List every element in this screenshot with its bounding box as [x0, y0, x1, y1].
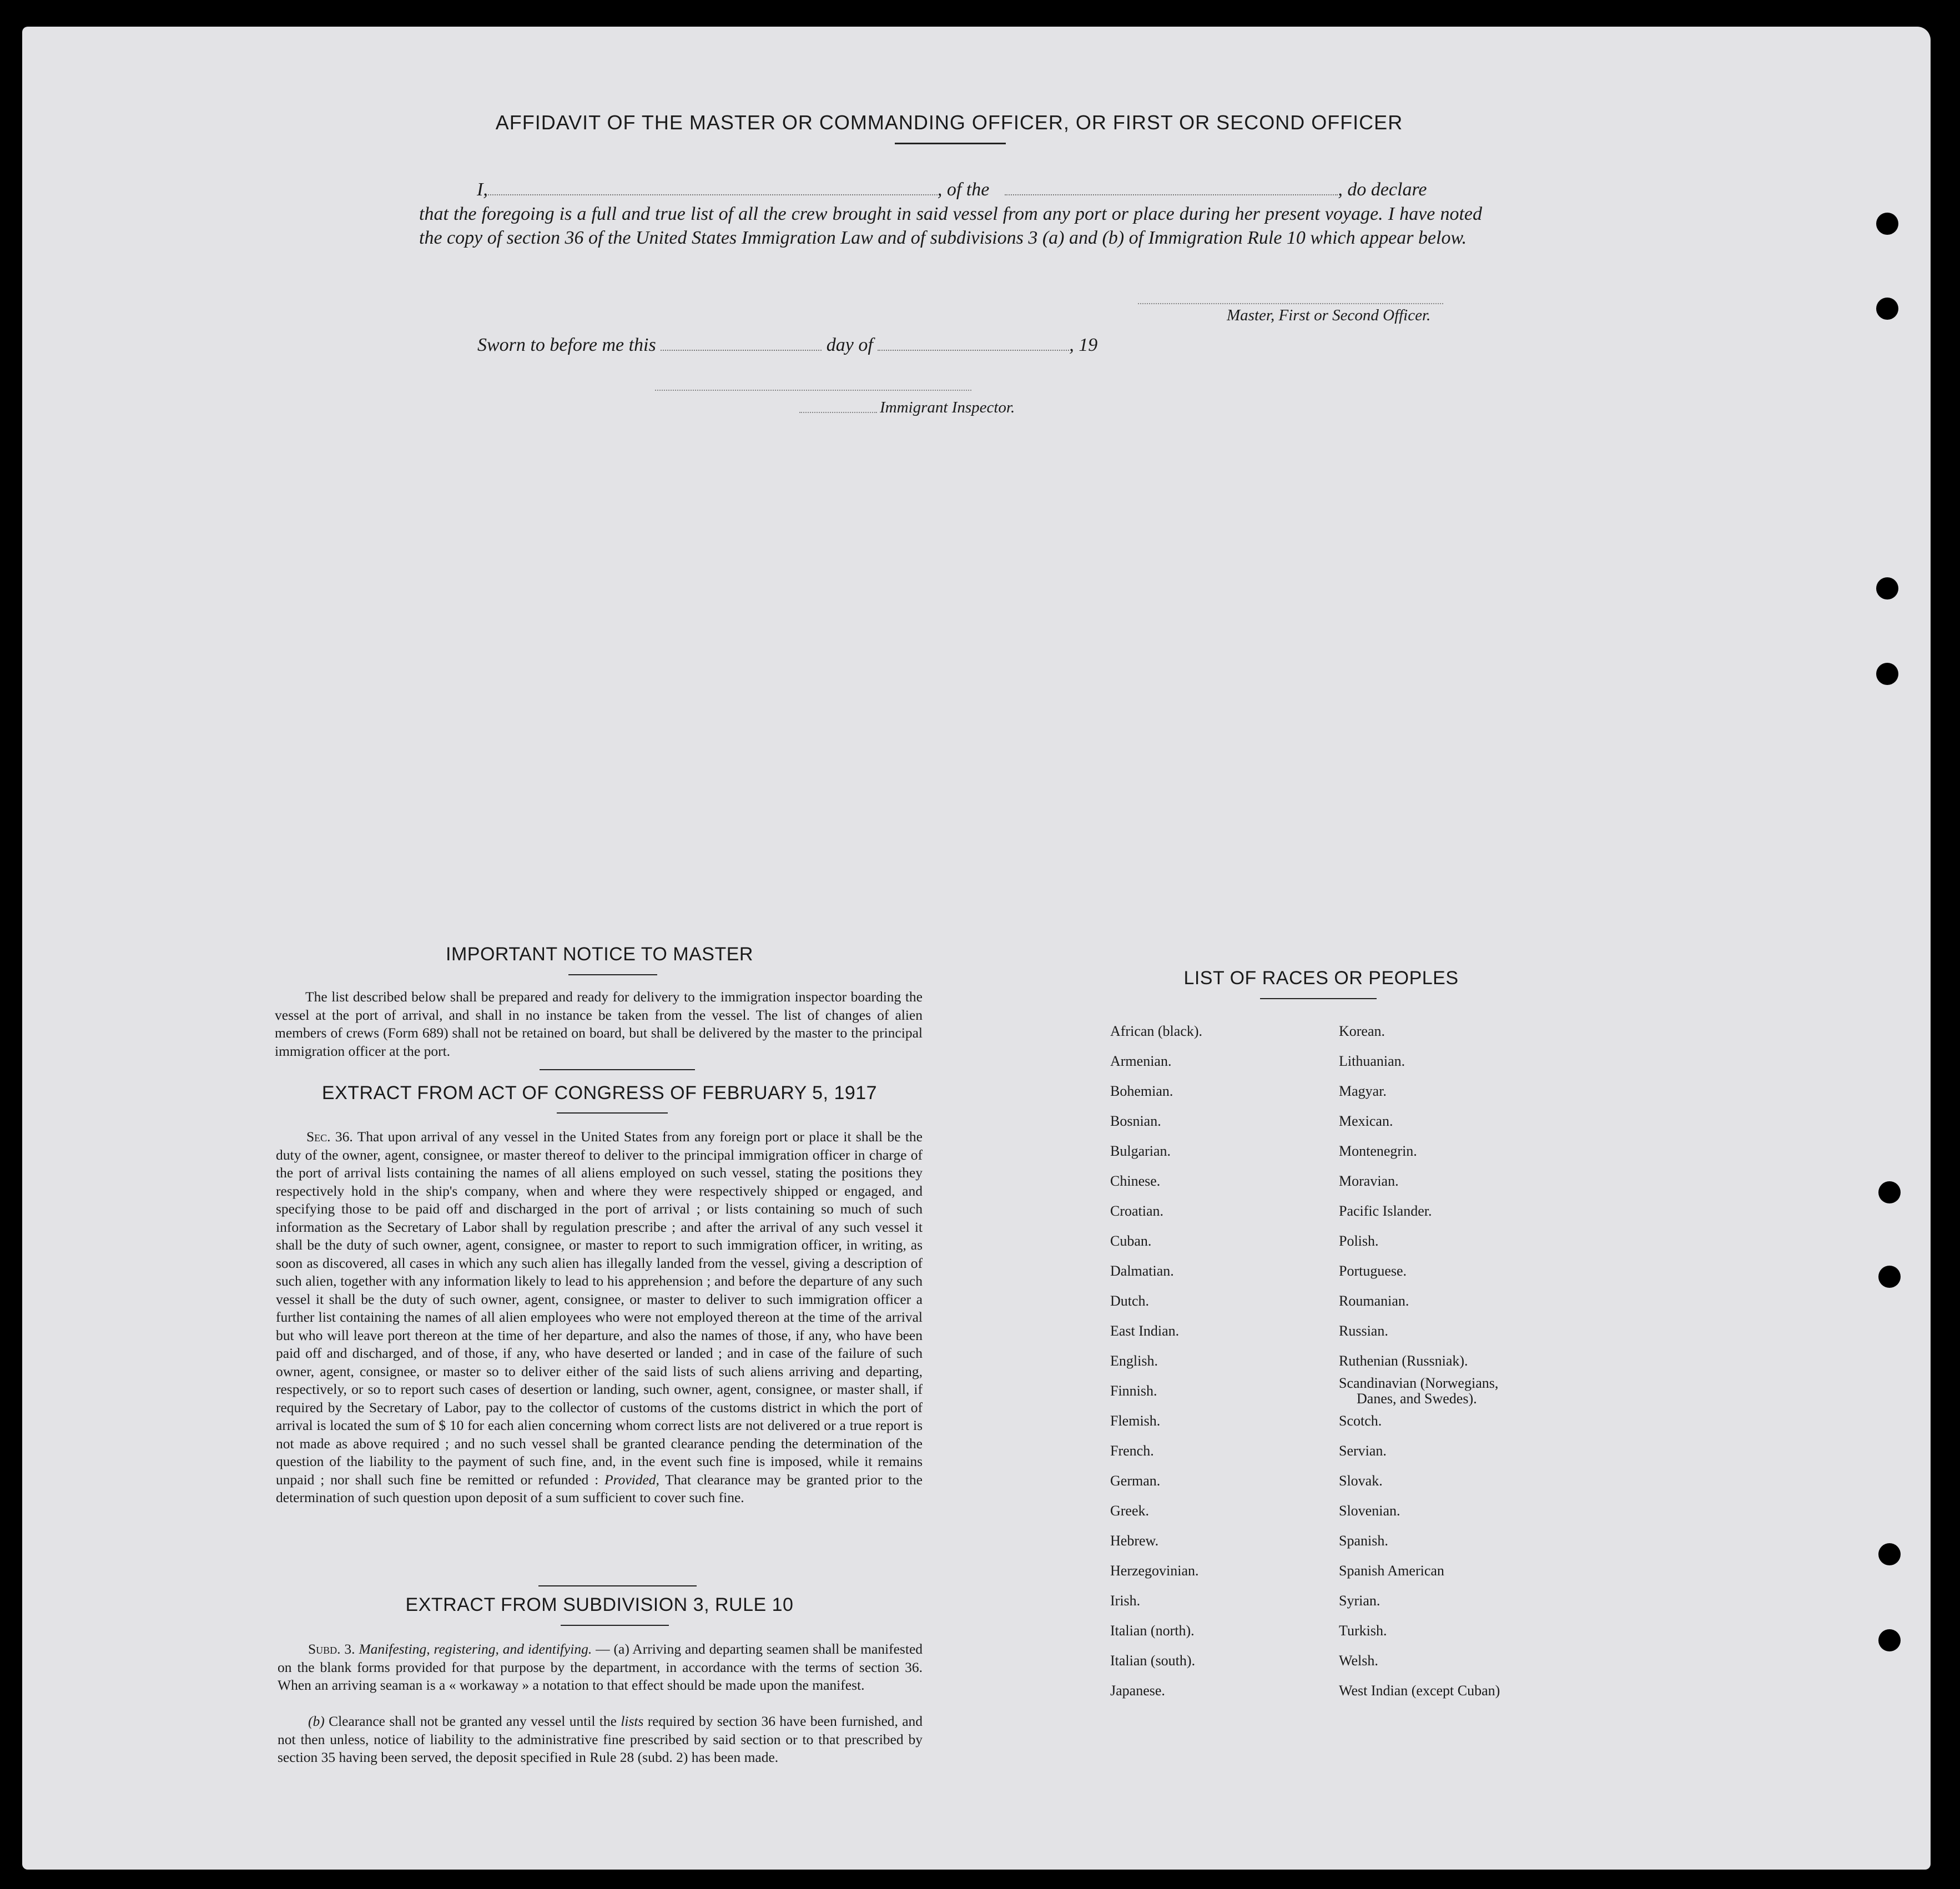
race-item: Scandinavian (Norwegians, — [1339, 1375, 1499, 1391]
race-item: Roumanian. — [1339, 1293, 1409, 1309]
punch-hole — [1876, 213, 1898, 235]
race-item: Russian. — [1339, 1323, 1388, 1339]
act-sec-label: Sec. 36. — [306, 1129, 353, 1145]
affidavit-of-the: , of the — [937, 179, 990, 200]
inspector-caption: Immigrant Inspector. — [880, 399, 1015, 416]
race-item: Portuguese. — [1339, 1263, 1407, 1279]
punch-hole — [1878, 1181, 1901, 1203]
race-item: Magyar. — [1339, 1083, 1387, 1099]
act-underline — [557, 1112, 668, 1114]
rule-subd-label: Subd. 3. — [308, 1641, 355, 1657]
act-text: That upon arrival of any vessel in the United States from any foreign port or place it shall be the duty of the owner, agent, consignee, or master thereof to deliver to the principal immigration officer in charge of the port of arrival lists containing the names of all aliens employed on such vessel, stating the positions they respectively hold in the ship's company, when and where they were respectively shipped or engaged, and specifying those to be paid off and discharged in the port of arrival ; or lists containing so much of such information as the Secretary of Labor shall by regulation prescribe ; and after the arrival of any such vessel it shall be the duty of such owner, agent, consignee, or master to report to such immigration officer, in writing, as soon as discovered, all cases in which any such alien has illegally landed from the vessel, giving a description of such alien, together with any information likely to lead to his apprehension ; and before the departure of any such vessel it shall be the duty of such owner, agent, consignee, or master to deliver to such immigration officer a further list containing the names of all alien employees who were not employed thereon at the time of the arrival but who will leave port thereon at the time of her departure, and also the names of those, if any, who have been paid off and discharged, and of those, if any, who have deserted or landed ; and in case of the failure of such owner, agent, consignee, or master so to deliver either of the said lists of such aliens arriving and departing, respectively, or so to report such cases of desertion or landing, such owner, agent, consignee, or master shall, if required by the Secretary of Labor, pay to the collector of customs of the customs district in which the port of arrival is located the sum of $ 10 for each alien concerning whom correct lists are not delivered or a true report is not made as above required ; and no such vessel shall be granted clearance pending the determination of the question of the liability to the payment of such fine, and, in the event such fine is imposed, while it remains unpaid ; nor shall such fine be remitted or refunded : — [276, 1129, 923, 1488]
affidavit-do-declare: , do declare — [1338, 179, 1427, 200]
punch-hole — [1878, 1266, 1901, 1288]
affidavit-declaration-line — [419, 178, 1482, 202]
master-signature-line[interactable] — [1138, 303, 1443, 304]
title-underline — [895, 143, 1006, 144]
race-item: Bohemian. — [1110, 1083, 1173, 1099]
race-item: Dutch. — [1110, 1293, 1150, 1309]
race-item: English. — [1110, 1353, 1158, 1369]
race-item: Cuban. — [1110, 1233, 1152, 1249]
races-underline — [1260, 998, 1377, 999]
rule-para-a — [278, 1640, 923, 1695]
race-item: African (black). — [1110, 1023, 1203, 1039]
race-item: Dalmatian. — [1110, 1263, 1174, 1279]
rule-b-label: (b) — [308, 1713, 325, 1729]
affidavit-title: AFFIDAVIT OF THE MASTER OR COMMANDING OFFICER, OR FIRST OR SECOND OFFICER — [495, 111, 1403, 134]
race-item: Bulgarian. — [1110, 1143, 1171, 1159]
day-of-label: day of — [826, 335, 873, 355]
month-blank[interactable] — [878, 346, 1069, 351]
race-item: West Indian (except Cuban) — [1339, 1683, 1500, 1699]
race-item: Pacific Islander. — [1339, 1203, 1432, 1219]
race-item: East Indian. — [1110, 1323, 1180, 1339]
race-item: Slovak. — [1339, 1473, 1383, 1489]
race-item: Servian. — [1339, 1443, 1387, 1459]
race-item: German. — [1110, 1473, 1161, 1489]
name-blank[interactable] — [488, 191, 938, 195]
race-item: Italian (north). — [1110, 1623, 1195, 1639]
race-item: Syrian. — [1339, 1593, 1380, 1609]
rule-underline — [561, 1625, 669, 1626]
race-item: Flemish. — [1110, 1413, 1161, 1429]
race-item: Chinese. — [1110, 1173, 1161, 1189]
rule-b-lists: lists — [621, 1713, 644, 1729]
race-item: Slovenian. — [1339, 1503, 1400, 1519]
race-item: Polish. — [1339, 1233, 1379, 1249]
race-item: Croatian. — [1110, 1203, 1164, 1219]
race-item: Welsh. — [1339, 1653, 1378, 1669]
race-item: Herzegovinian. — [1110, 1563, 1199, 1579]
race-item: Greek. — [1110, 1503, 1150, 1519]
race-item: Armenian. — [1110, 1053, 1172, 1069]
notice-title: IMPORTANT NOTICE TO MASTER — [446, 944, 753, 965]
rule-subd-heading: Manifesting, registering, and identifying. — [359, 1641, 592, 1657]
act-body — [276, 1128, 923, 1507]
affidavit-body: that the foregoing is a full and true list of all the crew brought in said vessel from any port or place during her present voyage. I have noted the copy of section 36 of the United States Immigration Law and of subdivisions 3 (a) and (b) of Immigration Rule 10 which appear below. — [419, 204, 1482, 248]
sworn-prefix: Sworn to before me this — [477, 335, 656, 355]
race-item: Italian (south). — [1110, 1653, 1196, 1669]
races-title: LIST OF RACES OR PEOPLES — [1183, 968, 1459, 989]
race-item: Scotch. — [1339, 1413, 1382, 1429]
race-item: Lithuanian. — [1339, 1053, 1405, 1069]
affidavit-i: I, — [477, 179, 488, 200]
race-item: Finnish. — [1110, 1383, 1157, 1399]
race-item: French. — [1110, 1443, 1154, 1459]
rule-para-b — [278, 1712, 923, 1767]
punch-hole — [1876, 577, 1898, 600]
rule-title: EXTRACT FROM SUBDIVISION 3, RULE 10 — [405, 1594, 794, 1615]
inspector-signature-line[interactable] — [655, 390, 971, 391]
race-item: Ruthenian (Russniak). — [1339, 1353, 1468, 1369]
section-divider — [540, 1069, 695, 1070]
punch-hole — [1878, 1543, 1901, 1565]
race-item: Spanish American — [1339, 1563, 1444, 1579]
punch-hole — [1876, 298, 1898, 320]
notice-underline — [568, 974, 657, 975]
punch-hole — [1876, 663, 1898, 685]
rule-a-text: Arriving and departing seamen shall be manifested on the blank forms provided for that purpose by the department, in accordance with the terms of section 36. When an arriving seaman is a « workaway » a notation to that effect should be made upon the manifest. — [278, 1641, 923, 1693]
year-prefix: , 19 — [1069, 335, 1098, 355]
rule-b-text-1: Clearance shall not be granted any vessel until the — [329, 1713, 617, 1729]
vessel-blank[interactable] — [1005, 191, 1338, 195]
notice-body: The list described below shall be prepared and ready for delivery to the immigration inspector boarding the vessel at the port of arrival, and shall in no instance be taken from the vessel. The list of changes of alien members of crews (Form 689) shall not be retained on board, but shall be delivered by the master to the principal immigration officer at the port. — [275, 989, 923, 1059]
race-item: Mexican. — [1339, 1113, 1393, 1129]
race-item: Danes, and Swedes). — [1357, 1391, 1477, 1407]
race-item: Montenegrin. — [1339, 1143, 1417, 1159]
act-provided: Provided, — [604, 1471, 659, 1488]
day-blank[interactable] — [661, 346, 822, 351]
punch-hole — [1878, 1629, 1901, 1651]
race-item: Bosnian. — [1110, 1113, 1161, 1129]
master-caption: Master, First or Second Officer. — [1227, 306, 1431, 324]
race-item: Korean. — [1339, 1023, 1385, 1039]
section-divider — [538, 1585, 697, 1586]
race-item: Japanese. — [1110, 1683, 1165, 1699]
inspector-signature-line-2[interactable] — [799, 412, 877, 413]
race-item: Spanish. — [1339, 1533, 1388, 1549]
sworn-line — [477, 333, 1097, 357]
race-item: Hebrew. — [1110, 1533, 1159, 1549]
rule-b-text-2: required by section 36 have been furnished, and not then unless, notice of liability to the administrative fine prescribed by said section or to that prescribed by section 35 having been served, the deposit specified in Rule 28 (subd. 2) has been made. — [278, 1713, 923, 1765]
race-item: Moravian. — [1339, 1173, 1399, 1189]
rule-a-label: — (a) — [596, 1641, 629, 1657]
act-text-end: That clearance may be granted prior to the determination of such question upon deposit of a sum sufficient to cover such fine. — [276, 1471, 923, 1505]
race-item: Irish. — [1110, 1593, 1141, 1609]
act-title: EXTRACT FROM ACT OF CONGRESS OF FEBRUARY 5, 1917 — [321, 1082, 878, 1104]
race-item: Turkish. — [1339, 1623, 1387, 1639]
